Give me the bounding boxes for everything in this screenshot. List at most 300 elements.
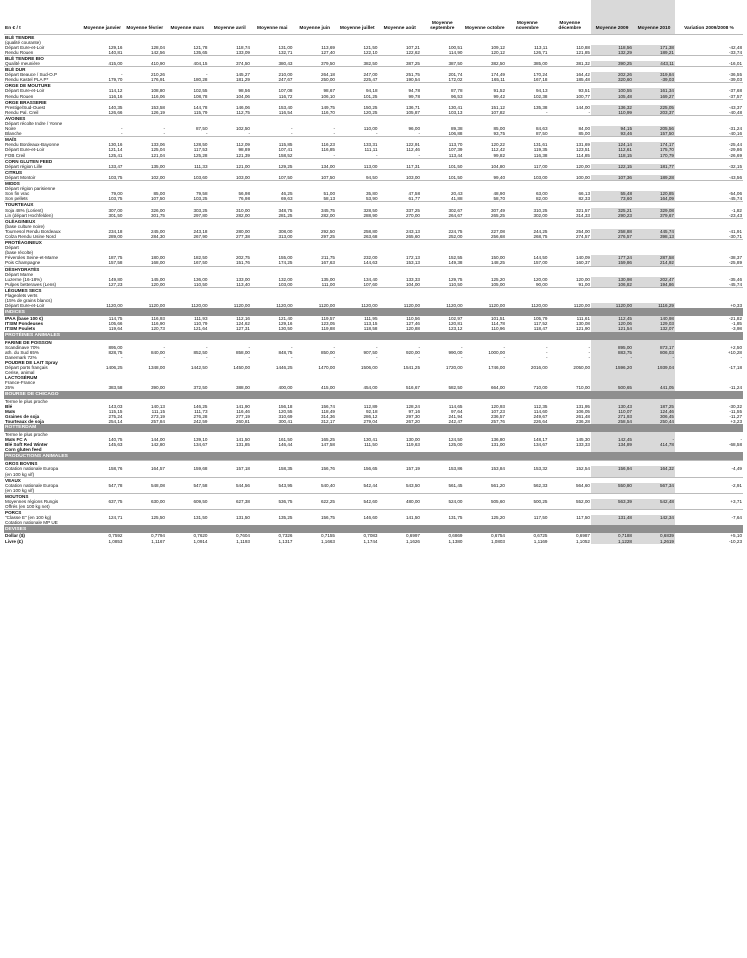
monthly-value-cell: 210,00: [278, 72, 293, 78]
monthly-value-cell: 372,50: [193, 385, 208, 391]
monthly-value-cell: 181,29: [235, 77, 250, 83]
variation-cell: -23,43: [728, 212, 742, 218]
annual-average-cell: 390,25: [591, 61, 633, 67]
monthly-value-cell: 170,24: [533, 72, 548, 78]
row-label: Noire: [5, 126, 16, 132]
monthly-value-cell: 46,25: [281, 191, 293, 197]
annual-average-cell: 563,39: [591, 499, 633, 504]
monthly-value-cell: 91,52: [493, 88, 505, 94]
monthly-value-cell: 561,45: [448, 482, 463, 488]
variation-cell: -41,91: [728, 228, 742, 234]
monthly-value-cell: 103,60: [193, 174, 208, 180]
monthly-value-cell: 134,00: [320, 163, 335, 169]
monthly-value-cell: 142,56: [150, 49, 165, 55]
monthly-value-cell: 130,50: [278, 326, 293, 332]
monthly-value-cell: 133,47: [108, 163, 123, 169]
subgroup-label: (base récolte): [5, 250, 34, 256]
annual-average-cell: 225,05: [633, 105, 675, 110]
monthly-value-cell: 121,85: [575, 49, 590, 55]
monthly-value-cell: 108,80: [150, 88, 165, 94]
annual-average-cell: 0,6839: [633, 533, 675, 538]
monthly-value-cell: 102,55: [193, 88, 208, 94]
monthly-value-cell: 97,64: [451, 408, 463, 414]
monthly-value-cell: 153,86: [448, 466, 463, 472]
monthly-value-cell: 120,00: [150, 281, 165, 287]
monthly-value-cell: 47,58: [408, 191, 420, 197]
monthly-value-cell: 141,90: [235, 403, 250, 409]
row-label: IPAA (base 100 €): [5, 316, 44, 322]
monthly-value-cell: 236,28: [575, 418, 590, 424]
monthly-value-cell: 400,00: [278, 385, 293, 391]
monthly-value-cell: 1,1052: [575, 538, 590, 544]
row-label: Son fin vrac: [5, 191, 30, 197]
monthly-value-cell: 120,73: [150, 326, 165, 332]
monthly-value-cell: 127,31: [235, 326, 250, 332]
monthly-value-cell: 275,24: [108, 413, 123, 419]
monthly-value-cell: 627,38: [235, 499, 250, 504]
subgroup-label: Départ région parisienne: [5, 186, 56, 192]
monthly-value-cell: 828,75: [108, 349, 123, 355]
monthly-value-cell: 135,00: [150, 163, 165, 169]
monthly-value-cell: 630,00: [150, 499, 165, 504]
monthly-value-cell: 120,81: [448, 321, 463, 327]
monthly-value-cell: 167,50: [193, 260, 208, 266]
variation-cell: -45,74: [728, 281, 742, 287]
monthly-value-cell: 79,58: [196, 191, 208, 197]
annual-average-cell: 306,45: [633, 414, 675, 419]
annual-average-cell: 106,82: [591, 282, 633, 288]
monthly-value-cell: 144,63: [363, 260, 378, 266]
annual-average-cell: 250,44: [633, 419, 675, 424]
monthly-value-cell: 118,49: [321, 408, 335, 414]
group-title: GROS BOVINS: [4, 461, 743, 467]
monthly-value-cell: 119,88: [321, 326, 335, 332]
group-title: ORGE BRASSERIE: [4, 99, 743, 105]
monthly-value-cell: 564,60: [575, 482, 590, 488]
monthly-value-cell: 82,00: [536, 196, 548, 202]
monthly-value-cell: 1,0914: [193, 538, 208, 544]
monthly-value-cell: 41,88: [451, 196, 463, 202]
annual-average-cell: 161,34: [633, 88, 675, 93]
monthly-value-cell: 103,00: [278, 281, 293, 287]
monthly-value-cell: 113,40: [236, 281, 250, 287]
monthly-value-cell: -: [248, 344, 250, 350]
monthly-value-cell: -: [290, 126, 293, 132]
monthly-value-cell: -: [545, 354, 548, 360]
col-header: Moyenne juillet: [339, 26, 375, 32]
annual-average-cell: 118,56: [591, 45, 633, 50]
monthly-value-cell: 123,05: [320, 321, 335, 327]
monthly-value-cell: 128,04: [150, 44, 165, 50]
monthly-value-cell: 174,25: [278, 260, 293, 266]
monthly-value-cell: 1120,00: [276, 303, 293, 309]
monthly-value-cell: 108,78: [193, 93, 208, 99]
row-label: Rendu Pal. Creil: [5, 109, 39, 115]
monthly-value-cell: 148,17: [533, 437, 548, 443]
monthly-value-cell: 302,00: [533, 212, 548, 218]
monthly-value-cell: 542,60: [363, 499, 378, 504]
monthly-value-cell: 0,7794: [150, 533, 165, 539]
monthly-value-cell: 121,04: [150, 152, 165, 158]
annual-average-cell: 276,57: [591, 234, 633, 240]
monthly-value-cell: 99,40: [493, 174, 505, 180]
group-title: DÉSHYDRATÉS: [4, 266, 743, 272]
monthly-value-cell: 164,42: [575, 72, 590, 78]
annual-average-cell: 414,78: [633, 442, 675, 447]
monthly-value-cell: 172,02: [448, 77, 463, 83]
annual-average-cell: 177,24: [591, 255, 633, 260]
monthly-value-cell: 165,11: [491, 77, 505, 83]
monthly-value-cell: 202,75: [235, 255, 250, 261]
row-label: Graines de soja: [5, 413, 40, 419]
annual-average-cell: 187,25: [633, 404, 675, 409]
variation-cell: -38,37: [728, 255, 742, 261]
monthly-value-cell: 99,78: [408, 93, 420, 99]
monthly-value-cell: 480,00: [405, 499, 420, 504]
monthly-value-cell: 382,50: [363, 60, 378, 66]
monthly-value-cell: 247,00: [363, 72, 378, 78]
monthly-value-cell: 117,50: [533, 515, 548, 521]
monthly-value-cell: 120,88: [405, 326, 420, 332]
monthly-value-cell: 254,00: [575, 228, 590, 234]
monthly-value-cell: 1120,00: [318, 303, 335, 309]
monthly-value-cell: 149,38: [448, 260, 463, 266]
monthly-value-cell: 102,97: [448, 316, 463, 322]
monthly-value-cell: 115,79: [193, 109, 208, 115]
monthly-value-cell: -: [375, 344, 378, 350]
monthly-value-cell: -: [205, 354, 208, 360]
annual-average-cell: 171,38: [633, 45, 675, 50]
monthly-value-cell: 125,41: [108, 152, 123, 158]
variation-cell: -11,55: [729, 408, 742, 414]
monthly-value-cell: 383,58: [108, 385, 123, 391]
monthly-value-cell: 110,00: [363, 126, 378, 132]
monthly-value-cell: 1,1663: [320, 538, 335, 544]
annual-average-cell: 194,86: [633, 282, 675, 288]
variation-cell: -36,55: [728, 72, 742, 78]
annual-average-cell: 290,23: [591, 213, 633, 219]
monthly-value-cell: 297,25: [320, 233, 335, 239]
monthly-value-cell: 126,19: [150, 109, 165, 115]
monthly-value-cell: 2050,00: [573, 365, 590, 371]
row-label: Cerise, animal: [5, 370, 35, 376]
monthly-value-cell: 98,56: [238, 88, 250, 94]
section-header-row: [4, 391, 743, 399]
variation-cell: -40,48: [728, 109, 742, 115]
monthly-value-cell: 103,00: [235, 174, 250, 180]
monthly-value-cell: 97,16: [408, 408, 420, 414]
group-title: CITRUS: [4, 169, 743, 175]
monthly-value-cell: 609,50: [193, 499, 208, 504]
annual-average-cell: 122,15: [591, 164, 633, 170]
monthly-value-cell: 91,00: [578, 281, 590, 287]
monthly-value-cell: 179,70: [108, 77, 123, 83]
monthly-value-cell: 292,50: [320, 228, 335, 234]
monthly-value-cell: 552,00: [575, 499, 590, 504]
monthly-value-cell: 117,52: [533, 321, 548, 327]
monthly-value-cell: -: [163, 126, 165, 132]
monthly-value-cell: 1120,00: [446, 303, 463, 309]
monthly-value-cell: 53,90: [366, 196, 378, 202]
monthly-value-cell: 131,00: [278, 44, 293, 50]
monthly-value-cell: 143,03: [108, 403, 123, 409]
monthly-value-cell: -: [120, 126, 123, 132]
monthly-value-cell: 247,67: [278, 77, 293, 83]
monthly-value-cell: -: [418, 354, 420, 360]
monthly-value-cell: 125,50: [150, 515, 165, 521]
monthly-value-cell: 144,00: [150, 437, 165, 443]
monthly-value-cell: 157,18: [235, 466, 250, 472]
monthly-value-cell: -: [205, 72, 208, 78]
section-title: DEVISES: [4, 525, 743, 533]
monthly-value-cell: 112,16: [236, 316, 250, 322]
annual-average-cell: 134,89: [591, 442, 633, 447]
monthly-value-cell: 0,6869: [448, 533, 463, 539]
annual-average-cell: 320,60: [591, 77, 633, 83]
annual-average-cell: 329,08: [633, 208, 675, 213]
monthly-value-cell: 98,67: [323, 88, 335, 94]
monthly-value-cell: 540,40: [320, 482, 335, 488]
monthly-value-cell: 257,84: [150, 418, 165, 424]
monthly-value-cell: 895,00: [108, 344, 123, 350]
monthly-value-cell: 180,28: [193, 77, 208, 83]
monthly-value-cell: -: [375, 152, 378, 158]
row-label: Terme le plus proche: [5, 431, 48, 437]
col-header: Moyenne mai: [257, 26, 288, 32]
row-label: Pulpes betteraves (Lens): [5, 281, 57, 287]
monthly-value-cell: -: [205, 344, 208, 350]
monthly-value-cell: 561,20: [490, 482, 505, 488]
monthly-value-cell: 153,84: [490, 466, 505, 472]
monthly-value-cell: 0,7592: [108, 533, 123, 539]
monthly-value-cell: 145,30: [575, 437, 590, 443]
row-label: ITSIM Poulets: [5, 326, 36, 332]
monthly-value-cell: 307,49: [490, 207, 505, 213]
monthly-value-cell: 84,63: [536, 126, 548, 132]
row-label: Moyennes régions Rungis: [5, 499, 59, 504]
monthly-value-cell: 1,1167: [151, 538, 165, 544]
monthly-value-cell: 117,53: [193, 147, 208, 153]
row-label: (en 100 kg vif): [5, 487, 35, 493]
annual-average-cell: 124,14: [591, 142, 633, 147]
monthly-value-cell: 129,16: [278, 321, 293, 327]
monthly-value-cell: 128,24: [405, 403, 420, 409]
monthly-value-cell: 1,0853: [108, 538, 123, 544]
monthly-value-cell: 98,89: [238, 147, 250, 153]
monthly-value-cell: 174,49: [490, 72, 505, 78]
monthly-value-cell: 118,74: [236, 44, 250, 50]
monthly-value-cell: 112,42: [491, 147, 505, 153]
monthly-value-cell: 1120,00: [573, 303, 590, 309]
variation-cell: -16,01: [728, 60, 742, 66]
monthly-value-cell: 111,73: [194, 408, 208, 414]
monthly-value-cell: 127,46: [405, 321, 420, 327]
monthly-value-cell: 94,50: [366, 174, 378, 180]
monthly-value-cell: 1,1193: [236, 538, 250, 544]
monthly-value-cell: 385,00: [533, 60, 548, 66]
section-title: BOURSE DE CHICAGO: [4, 391, 743, 399]
monthly-value-cell: 90,00: [536, 281, 548, 287]
monthly-value-cell: 210,26: [150, 72, 165, 78]
monthly-value-cell: 548,08: [150, 482, 165, 488]
monthly-value-cell: 136,00: [193, 276, 208, 282]
monthly-value-cell: 310,69: [278, 413, 293, 419]
monthly-value-cell: 348,75: [278, 207, 293, 213]
monthly-value-cell: 544,56: [235, 482, 250, 488]
col-header: Moyenne avril: [213, 26, 246, 32]
monthly-value-cell: 516,67: [405, 385, 420, 391]
variation-cell: +3,71: [730, 499, 742, 504]
col-header: Moyenne février: [126, 26, 164, 32]
row-label: Son pellets: [5, 196, 28, 202]
monthly-value-cell: 286,12: [363, 413, 378, 419]
monthly-value-cell: 273,19: [150, 413, 165, 419]
price-table: [4, 0, 743, 544]
monthly-value-cell: 121,14: [108, 147, 123, 153]
subgroup-label: Flageolets verts: [5, 293, 38, 298]
monthly-value-cell: 542,44: [363, 482, 378, 488]
monthly-value-cell: -: [333, 126, 335, 132]
monthly-value-cell: 122,10: [363, 49, 378, 55]
monthly-value-cell: 387,25: [405, 60, 420, 66]
section-title: INDICES: [4, 308, 743, 316]
monthly-value-cell: 121,39: [235, 152, 250, 158]
monthly-value-cell: 145,63: [108, 442, 123, 448]
annual-average-cell: 203,37: [633, 110, 675, 116]
monthly-value-cell: 1,1626: [405, 538, 420, 544]
monthly-value-cell: 454,00: [363, 385, 378, 391]
monthly-value-cell: 125,28: [193, 152, 208, 158]
monthly-value-cell: 115,15: [108, 408, 123, 414]
annual-average-cell: 129,03: [633, 321, 675, 326]
monthly-value-cell: 1120,00: [403, 303, 420, 309]
monthly-value-cell: 103,25: [193, 196, 208, 202]
monthly-value-cell: 117,31: [406, 163, 420, 169]
monthly-value-cell: 226,64: [533, 418, 548, 424]
monthly-value-cell: 297,80: [193, 212, 208, 218]
monthly-value-cell: 121,40: [278, 316, 293, 322]
monthly-value-cell: 505,60: [490, 499, 505, 504]
monthly-value-cell: 125,20: [490, 276, 505, 282]
annual-average-cell: 124,46: [633, 409, 675, 414]
monthly-value-cell: 281,25: [278, 212, 293, 218]
monthly-value-cell: 51,00: [323, 191, 335, 197]
monthly-value-cell: 121,50: [363, 44, 378, 50]
annual-average-cell: 319,84: [633, 72, 675, 77]
monthly-value-cell: 161,50: [278, 437, 293, 443]
annual-average-cell: 202,47: [633, 277, 675, 282]
monthly-value-cell: 85,00: [153, 191, 165, 197]
monthly-value-cell: 264,18: [320, 72, 335, 78]
monthly-value-cell: 104,00: [405, 281, 420, 287]
monthly-value-cell: -: [460, 344, 463, 350]
monthly-value-cell: 0,6754: [490, 533, 505, 539]
monthly-value-cell: 274,57: [575, 233, 590, 239]
monthly-value-cell: 116,23: [321, 142, 335, 148]
group-title: BLÉ TENDRE: [4, 34, 743, 40]
monthly-value-cell: 104,06: [235, 93, 250, 99]
monthly-value-cell: 114,65: [448, 403, 463, 409]
monthly-value-cell: -: [375, 131, 378, 137]
monthly-value-cell: 288,90: [363, 212, 378, 218]
monthly-value-cell: 129,25: [278, 163, 293, 169]
monthly-value-cell: 76,98: [238, 196, 250, 202]
group-title: TOURTEAUX: [4, 202, 743, 208]
monthly-value-cell: 66,13: [578, 191, 590, 197]
annual-average-cell: 136,32: [591, 105, 633, 110]
monthly-value-cell: 250,00: [320, 77, 335, 83]
monthly-value-cell: 127,40: [320, 49, 335, 55]
subgroup-label: (15% de grains blancs): [5, 298, 52, 304]
monthly-value-cell: 135,65: [193, 49, 208, 55]
monthly-value-cell: 380,43: [278, 60, 293, 66]
monthly-value-cell: 328,50: [363, 207, 378, 213]
variation-cell: -30,32: [728, 403, 742, 409]
row-label: Rendu Bordeaux-Bayonne: [5, 142, 60, 148]
monthly-value-cell: 277,38: [235, 233, 250, 239]
monthly-value-cell: 117,00: [533, 163, 548, 169]
monthly-value-cell: 111,95: [364, 316, 378, 322]
monthly-value-cell: 82,33: [578, 196, 590, 202]
monthly-value-cell: 139,10: [193, 437, 208, 443]
monthly-value-cell: 105,00: [490, 281, 505, 287]
monthly-value-cell: 125,00: [448, 442, 463, 448]
monthly-value-cell: 543,95: [278, 482, 293, 488]
monthly-value-cell: 120,00: [575, 276, 590, 282]
monthly-value-cell: 185,48: [575, 77, 590, 83]
row-label: Cotation nationale MP UE: [5, 520, 58, 526]
monthly-value-cell: 118,58: [363, 326, 378, 332]
monthly-value-cell: 265,25: [490, 212, 505, 218]
subgroup-label: Départ: [5, 245, 19, 251]
monthly-value-cell: 107,50: [320, 174, 335, 180]
monthly-value-cell: 114,90: [448, 49, 463, 55]
group-title: OLÉAGINEUX: [4, 218, 743, 224]
annual-average-cell: 1939,04: [633, 365, 675, 370]
monthly-value-cell: 382,50: [490, 60, 505, 66]
monthly-value-cell: 381,32: [575, 60, 590, 66]
monthly-value-cell: 126,71: [533, 49, 548, 55]
monthly-value-cell: -: [120, 354, 123, 360]
annual-average-cell: 181,77: [633, 164, 675, 170]
variation-cell: -25,44: [728, 142, 742, 148]
unit-header: En € / t: [5, 26, 21, 32]
monthly-value-cell: 56,98: [238, 191, 250, 197]
monthly-value-cell: 153,40: [278, 104, 293, 110]
monthly-value-cell: 112,35: [533, 403, 548, 409]
row-label: POUDRE DE LAIT Spray: [5, 359, 58, 365]
monthly-value-cell: 264,67: [448, 212, 463, 218]
monthly-value-cell: 105,79: [533, 316, 548, 322]
monthly-value-cell: 387,50: [448, 60, 463, 66]
annual-average-cell: 550,80: [591, 483, 633, 488]
monthly-value-cell: 103,00: [533, 174, 548, 180]
monthly-value-cell: 133,06: [150, 142, 165, 148]
monthly-value-cell: 390,00: [150, 385, 165, 391]
section-header-row: [4, 424, 743, 432]
variation-cell: -43,56: [728, 174, 742, 180]
variation-cell: -40,16: [728, 131, 742, 137]
annual-average-cell: 175,70: [633, 147, 675, 152]
monthly-value-cell: 94,18: [366, 88, 378, 94]
monthly-value-cell: 404,15: [193, 60, 208, 66]
monthly-value-cell: 260,81: [235, 418, 250, 424]
monthly-value-cell: -: [588, 349, 590, 355]
annual-average-cell: 1,1228: [591, 539, 633, 544]
monthly-value-cell: 1470,00: [318, 365, 335, 371]
monthly-value-cell: 130,08: [575, 321, 590, 327]
monthly-value-cell: 119,64: [108, 326, 123, 332]
